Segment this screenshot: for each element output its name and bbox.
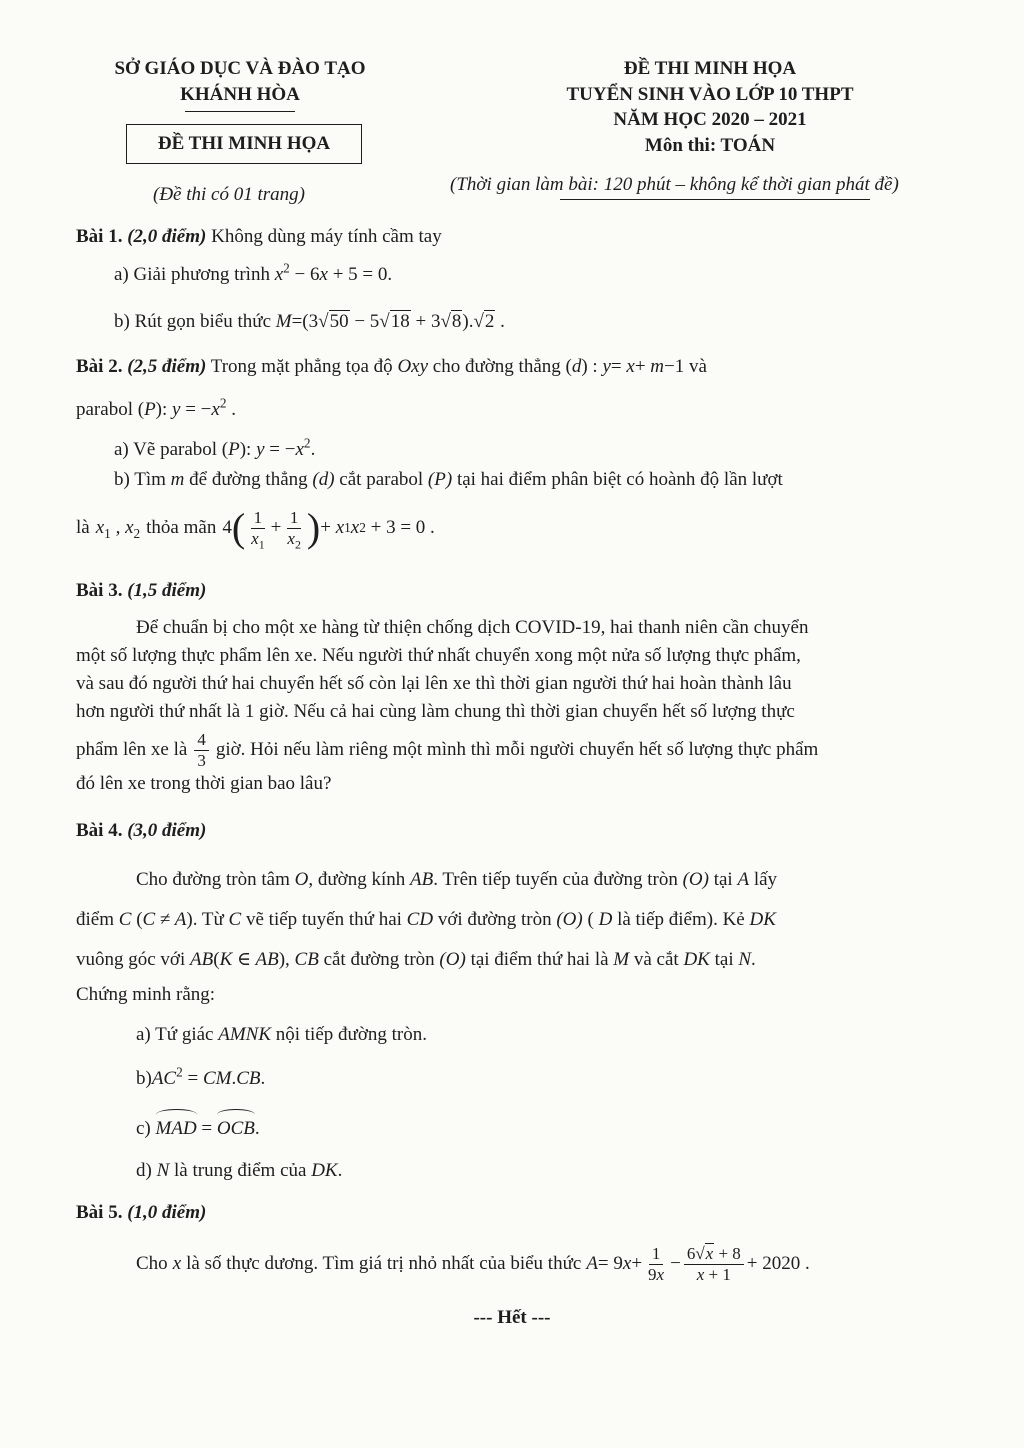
time-note-text: (Thời gian làm bài: 120 phút – không kể thời gian phát đề)	[450, 174, 899, 195]
bai4-line1: Cho đường tròn tâm O, đường kính AB. Trên tiếp tuyến của đường tròn (O) tại A lấy	[136, 869, 778, 890]
bai3-line6: đó lên xe trong thời gian bao lâu?	[76, 773, 332, 795]
bai2-parabol-word: parabol	[76, 399, 133, 420]
bai2-heading	[76, 354, 956, 380]
bai5-label: Bài 5.	[76, 1202, 123, 1223]
time-underline	[560, 199, 870, 200]
bai5-heading	[76, 1200, 206, 1226]
bai4-label: Bài 4.	[76, 820, 123, 841]
time-note	[450, 172, 899, 198]
exam-title	[520, 56, 900, 159]
bai1-heading	[76, 224, 956, 250]
bai4-line3: vuông góc với AB(K ∈ AB), CB cắt đường tròn (O) tại điểm thứ hai là M và cắt DK tại N.	[76, 949, 756, 970]
bai1-part-b	[114, 309, 505, 335]
bai4-l2c: vẽ tiếp tuyến thứ hai	[245, 909, 402, 930]
bai3-label: Bài 3.	[76, 580, 123, 601]
bai4-heading	[76, 818, 206, 844]
bai4-l2a: điểm	[76, 909, 114, 930]
bai3-fraction: $\frac{4}{3}$	[194, 730, 209, 770]
bai4-a-text: a) Tứ giác	[136, 1024, 214, 1045]
exam-title-line3: NĂM HỌC 2020 – 2021	[613, 109, 807, 131]
bai1-points: (2,0 điểm)	[127, 226, 207, 247]
bai4-l2b: . Từ	[192, 909, 224, 930]
bai2-parabol-eq: (P): $y = -x^2$ .	[137, 395, 236, 420]
exam-type-box: ĐỀ THI MINH HỌA	[126, 124, 362, 164]
bai2-b-text4: tại hai điểm phân biệt có hoành độ lần lượt	[456, 469, 783, 490]
bai5-expression: A = 9 x + $\frac{1}{9x}$ − $\frac{6√x + 8}{x + 1}$ + 2020 .	[586, 1244, 810, 1284]
bai2-b-m: m	[170, 469, 185, 490]
bai4-a-text2: nội tiếp đường tròn.	[275, 1024, 427, 1045]
bai2-b-p: (P)	[427, 469, 453, 490]
exam-title-line1: ĐỀ THI MINH HỌA	[623, 58, 797, 79]
bai3-line2: một số lượng thực phẩm lên xe. Nếu người thứ nhất chuyển xong một nửa số lượng thực phẩm,	[76, 645, 801, 666]
bai3-line5	[76, 730, 946, 770]
bai1-a-equation: $x^2 - 6x + 5 = 0$.	[274, 260, 393, 285]
bai4-l3a: vuông góc với	[76, 949, 186, 970]
bai3-line5a: phẩm lên xe là	[76, 739, 188, 761]
exam-title-line2: TUYỂN SINH VÀO LỚP 10 THPT	[566, 83, 854, 105]
bai5-text1: Cho	[136, 1253, 168, 1275]
bai1-part-a	[114, 262, 392, 288]
department-line1: SỞ GIÁO DỤC VÀ ĐÀO TẠO	[114, 58, 366, 79]
exam-subject: Môn thi: TOÁN	[644, 134, 776, 156]
pages-note: (Đề thi có 01 trang)	[153, 184, 305, 205]
bai3-line5b: giờ. Hỏi nếu làm riêng một mình thì mỗi người chuyển hết số lượng thực phẩm	[215, 739, 819, 761]
bai4-body	[76, 860, 946, 1010]
bai4-part-a: a) Tứ giác AMNK nội tiếp đường tròn.	[136, 1024, 427, 1045]
bai4-l1e: lấy	[753, 869, 778, 890]
bai3-line3: và sau đó người thứ hai chuyển hết số còn lại lên xe thì thời gian người thứ hai hoàn thành lâu	[76, 673, 792, 694]
bai4-l1c: . Trên tiếp tuyến của đường tròn	[433, 869, 678, 890]
angle-ocb: OCB	[217, 1116, 255, 1142]
bai2-roots: $x_1$ , $x_2$	[95, 517, 141, 542]
bai2-condition-expr: 4 ( $\frac{1}{x_1}$ + $\frac{1}{x_2}$ ) + x 1 x 2 + 3 = 0 .	[222, 505, 435, 551]
bai4-d-text: d)	[136, 1160, 152, 1181]
bai1-a-text: a) Giải phương trình	[114, 264, 270, 285]
department-line2: KHÁNH HÒA	[180, 83, 300, 105]
bai2-a-text: a) Vẽ parabol	[114, 439, 218, 460]
bai1-intro: Không dùng máy tính cầm tay	[211, 226, 442, 247]
bai4-points: (3,0 điểm)	[127, 820, 207, 841]
bai1-b-expression: M=(3√50 − 5√18 + 3√8).√2 .	[275, 311, 505, 332]
bai3-line4: hơn người thứ nhất là 1 giờ. Nếu cả hai cùng làm chung thì thời gian chuyển hết số lượng thực	[76, 701, 795, 722]
bai4-l3d: và cắt	[633, 949, 679, 970]
bai2-and: và	[688, 356, 707, 377]
bai4-l2e: là tiếp điểm). Kẻ	[617, 909, 745, 930]
bai2-label: Bài 2.	[76, 356, 123, 377]
bai2-oxy: Oxy	[397, 356, 429, 377]
bai3-body	[76, 614, 946, 798]
bai4-l2d: với đường tròn	[437, 909, 552, 930]
bai3-points: (1,5 điểm)	[127, 580, 207, 601]
bai2-parabol-line	[76, 397, 236, 423]
bai3-line1: Để chuẩn bị cho một xe hàng từ thiện chống dịch COVID-19, hai thanh niên cần chuyển	[136, 617, 809, 638]
bai2-b-text3: cắt parabol	[339, 469, 424, 490]
bai4-part-d: d) N là trung điểm của DK.	[136, 1160, 343, 1181]
bai4-part-b: $b)AC^2 = CM.CB$.	[136, 1064, 266, 1089]
bai2-part-b	[114, 467, 954, 493]
bai4-l1b: , đường kính	[308, 869, 406, 890]
bai4-line4: Chứng minh rằng:	[76, 984, 216, 1005]
bai5-points: (1,0 điểm)	[127, 1202, 207, 1223]
angle-mad: MAD	[156, 1116, 197, 1142]
bai2-thoa-man: thỏa mãn	[146, 517, 217, 539]
bai2-condition	[76, 505, 435, 551]
bai2-la: là	[76, 517, 90, 539]
bai2-part-a	[114, 437, 315, 463]
bai4-l3e: tại	[714, 949, 734, 970]
bai2-line-eq: (d) : y= x+ m−1	[565, 356, 685, 377]
header-divider	[185, 111, 295, 112]
bai4-line2: điểm C (C ≠ A). Từ C vẽ tiếp tuyến thứ hai CD với đường tròn (O) ( D là tiếp điểm). Kẻ DK	[76, 909, 776, 930]
end-marker: --- Hết ---	[473, 1307, 551, 1328]
bai2-intro: Trong mặt phẳng tọa độ	[210, 356, 393, 377]
bai2-intro2: cho đường thẳng	[432, 356, 561, 377]
bai2-points: (2,5 điểm)	[127, 356, 207, 377]
bai2-b-text2: để đường thẳng	[189, 469, 308, 490]
bai5-body: Cho x là số thực dương. Tìm giá trị nhỏ nhất của biểu thức A = 9 x + $\frac{1}{9x}$ − $\frac{6√x + 8}{x + 1}$ + 2020 .	[136, 1244, 810, 1284]
bai4-b-text: b)	[136, 1068, 152, 1089]
bai4-l1d: tại	[713, 869, 733, 890]
bai4-d-text2: là trung điểm của	[174, 1160, 307, 1181]
bai1-b-text: b) Rút gọn biểu thức	[114, 311, 272, 332]
bai4-c-text: c)	[136, 1118, 151, 1139]
bai5-text2: là số thực dương. Tìm giá trị nhỏ nhất của biểu thức	[186, 1253, 582, 1275]
bai4-l3c: tại điểm thứ hai là	[470, 949, 609, 970]
bai4-l1a: Cho đường tròn tâm	[136, 869, 290, 890]
department-name	[70, 56, 410, 107]
bai4-l3b: cắt đường tròn	[323, 949, 435, 970]
bai4-part-c: c) MAD = OCB.	[136, 1116, 260, 1142]
bai2-a-eq: (P): $y = -x^2$.	[221, 435, 316, 460]
bai2-b-text1: b) Tìm	[114, 469, 166, 490]
bai3-heading	[76, 578, 206, 604]
bai1-label: Bài 1.	[76, 226, 123, 247]
bai2-b-d: (d)	[312, 469, 335, 490]
